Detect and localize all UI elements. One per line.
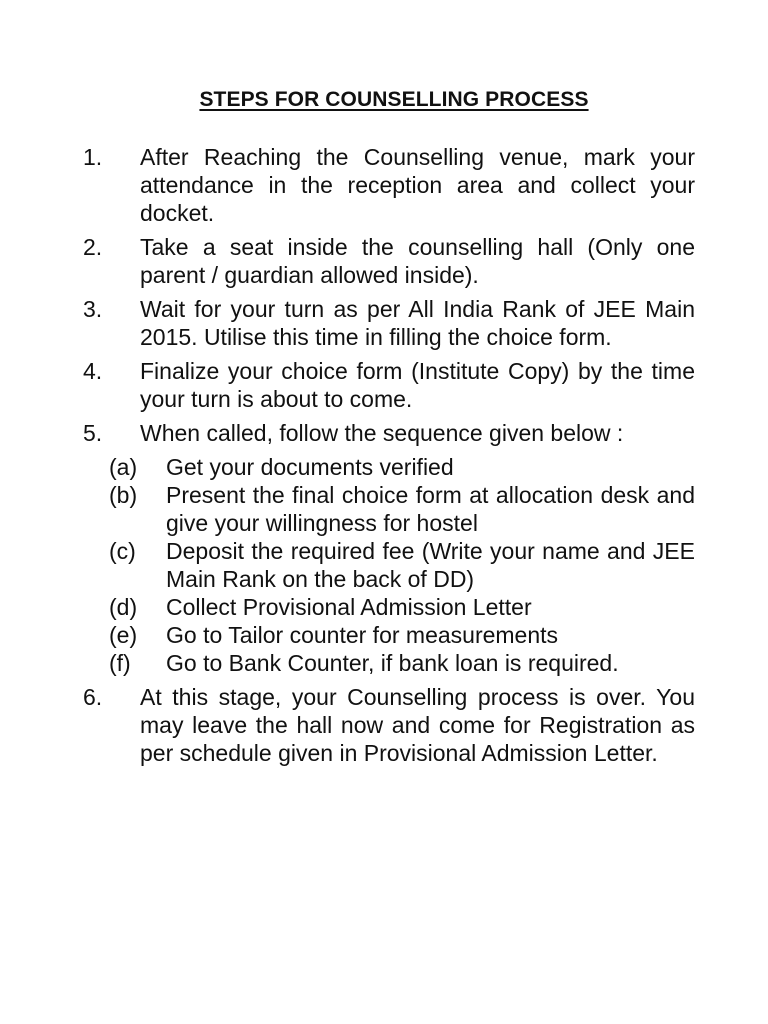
substep-text: Present the final choice form at allocation desk and give your willingness for hostel <box>166 482 695 536</box>
substep-label: (f) <box>109 650 131 676</box>
list-item <box>83 143 695 227</box>
list-item <box>83 683 695 767</box>
substep-text: Go to Tailor counter for measurements <box>166 622 559 648</box>
step-text: When called, follow the sequence given below : <box>140 420 624 446</box>
list-item <box>83 233 695 289</box>
substep-label: (a) <box>109 454 138 480</box>
substep-label: (e) <box>109 622 138 648</box>
substep-item <box>109 537 695 593</box>
substep-item <box>109 593 695 621</box>
step-text: Take a seat inside the counselling hall (Only one parent / guardian allowed inside). <box>140 234 695 288</box>
step-number: 6. <box>83 684 103 710</box>
substep-label: (b) <box>109 482 138 508</box>
page-title: STEPS FOR COUNSELLING PROCESS <box>199 88 589 111</box>
step-text: At this stage, your Counselling process is over. You may leave the hall now and come for Registration as per schedule given in Provisional Admission Letter. <box>140 684 695 766</box>
step-number: 5. <box>83 420 103 446</box>
substep-text: Go to Bank Counter, if bank loan is required. <box>166 650 619 676</box>
step-number: 3. <box>83 296 103 322</box>
substep-item <box>109 649 695 677</box>
step-text: Wait for your turn as per All India Rank of JEE Main 2015. Utilise this time in filling the choice form. <box>140 296 695 350</box>
substep-text: Deposit the required fee (Write your name and JEE Main Rank on the back of DD) <box>166 538 695 592</box>
substep-item <box>109 621 695 649</box>
step-number: 1. <box>83 144 103 170</box>
steps-list <box>83 143 695 773</box>
substep-label: (d) <box>109 594 138 620</box>
substeps-list <box>109 453 695 677</box>
substep-item <box>109 453 695 481</box>
substep-item <box>109 481 695 537</box>
list-item <box>83 357 695 413</box>
step-number: 2. <box>83 234 103 260</box>
list-item <box>83 419 695 677</box>
step-number: 4. <box>83 358 103 384</box>
substep-text: Collect Provisional Admission Letter <box>166 594 532 620</box>
step-text: After Reaching the Counselling venue, mark your attendance in the reception area and collect your docket. <box>140 144 695 226</box>
substep-text: Get your documents verified <box>166 454 454 480</box>
substep-label: (c) <box>109 538 136 564</box>
list-item <box>83 295 695 351</box>
step-text: Finalize your choice form (Institute Copy) by the time your turn is about to come. <box>140 358 695 412</box>
